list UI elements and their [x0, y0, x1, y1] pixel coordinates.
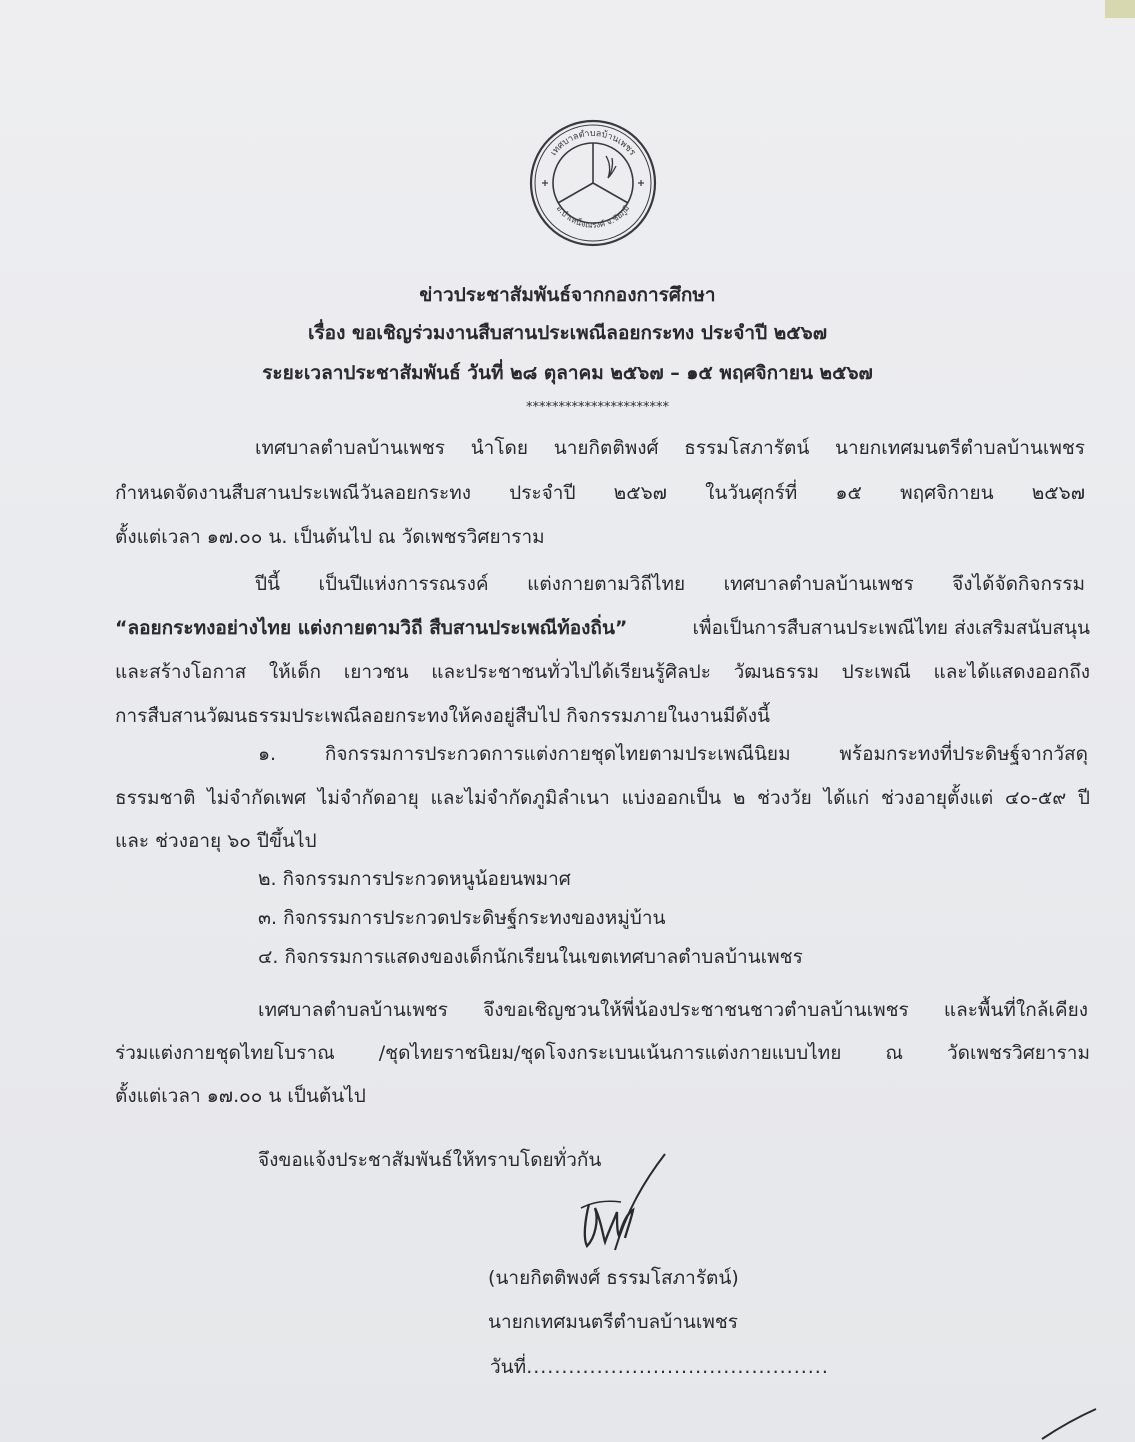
- campaign-title: “ลอยกระทงอย่างไทย แต่งกายตามวิถี สืบสานประเพณีท้องถิ่น”: [115, 617, 628, 639]
- municipality-seal: [528, 118, 658, 248]
- header-divider-stars: **********************: [526, 400, 669, 415]
- svg-text:อ.บำเหน็จณรงค์ จ.ชัยภูมิ: [555, 204, 632, 230]
- header-period: ระยะเวลาประชาสัมพันธ์ วันที่ ๒๘ ตุลาคม ๒๕๖๗ – ๑๕ พฤศจิกายน ๒๕๖๗: [262, 362, 873, 384]
- para2-line-1: ปีนี้ เป็นปีแห่งการรณรงค์ แต่งกายตามวิถีไทย เทศบาลตำบลบ้านเพชร จึงได้จัดกิจกรรม: [255, 573, 1085, 595]
- activity-1-line-3: และ ช่วงอายุ ๖๐ ปีขึ้นไป: [115, 830, 317, 852]
- para3-line-1: เทศบาลตำบลบ้านเพชร จึงขอเชิญชวนให้พี่น้องประชาชนชาวตำบลบ้านเพชร และพื้นที่ใกล้เคียง: [258, 999, 1088, 1021]
- activity-4: ๔. กิจกรรมการแสดงของเด็กนักเรียนในเขตเทศบาลตำบลบ้านเพชร: [258, 946, 803, 968]
- header-subject: เรื่อง ขอเชิญร่วมงานสืบสานประเพณีลอยกระทง ประจำปี ๒๕๖๗: [307, 322, 828, 344]
- signer-name: (นายกิตติพงศ์ ธรรมโสภารัตน์): [488, 1267, 739, 1289]
- para1-line-3: ตั้งแต่เวลา ๑๗.๐๐ น. เป็นต้นไป ณ วัดเพชรวิศยาราม: [115, 526, 545, 548]
- para1-line-1: เทศบาลตำบลบ้านเพชร นำโดย นายกิตติพงศ์ ธรรมโสภารัตน์ นายกเทศมนตรีตำบลบ้านเพชร: [255, 437, 1085, 459]
- closing-line: จึงขอแจ้งประชาสัมพันธ์ให้ทราบโดยทั่วกัน: [258, 1149, 602, 1171]
- para2-line-2: [115, 616, 1090, 640]
- date-line: [490, 1355, 829, 1379]
- activity-2: ๒. กิจกรรมการประกวดหนูน้อยนพมาศ: [258, 868, 571, 890]
- activity-1-line-2: ธรรมชาติ ไม่จำกัดเพศ ไม่จำกัดอายุ และไม่จำกัดภูมิลำเนา แบ่งออกเป็น ๒ ช่วงวัย ได้แก่ ช่วงอายุตั้งแต่ ๔๐-๕๙ ปี: [115, 787, 1090, 809]
- seal-text-bottom: อ.บำเหน็จณรงค์ จ.ชัยภูมิ: [554, 203, 632, 230]
- activity-1-line-1: ๑. กิจกรรมการประกวดการแต่งกายชุดไทยตามประเพณีนิยม พร้อมกระทงที่ประดิษฐ์จากวัสดุ: [258, 743, 1088, 765]
- activity-3: ๓. กิจกรรมการประกวดประดิษฐ์กระทงของหมู่บ้าน: [258, 907, 666, 929]
- date-label: วันที่: [490, 1356, 527, 1378]
- signer-position: นายกเทศมนตรีตำบลบ้านเพชร: [488, 1311, 738, 1333]
- pen-stroke-mark: [1040, 1405, 1100, 1442]
- para1-line-2: กำหนดจัดงานสืบสานประเพณีวันลอยกระทง ประจำปี ๒๕๖๗ ในวันศุกร์ที่ ๑๕ พฤศจิกายน ๒๕๖๗: [115, 482, 1085, 504]
- date-blank: ...........................................: [526, 1356, 829, 1378]
- para2-line-3: และสร้างโอกาส ให้เด็ก เยาวชน และประชาชนทั่วไปได้เรียนรู้ศิลปะ วัฒนธรรม ประเพณี และได้แสดงออกถึง: [115, 661, 1090, 683]
- para2-line-2-rest: เพื่อเป็นการสืบสานประเพณีไทย ส่งเสริมสนับสนุน: [692, 617, 1090, 639]
- para3-line-3: ตั้งแต่เวลา ๑๗.๐๐ น เป็นต้นไป: [115, 1085, 366, 1107]
- para2-line-4: การสืบสานวัฒนธรรมประเพณีลอยกระทงให้คงอยู่สืบไป กิจกรรมภายในงานมีดังนี้: [115, 705, 771, 727]
- seal-text-top: เทศบาลตำบลบ้านเพชร: [548, 128, 638, 158]
- header-line-1: ข่าวประชาสัมพันธ์จากกองการศึกษา: [419, 284, 716, 306]
- handwritten-signature: [575, 1150, 675, 1270]
- corner-tape: [1105, 0, 1135, 18]
- para3-line-2: ร่วมแต่งกายชุดไทยโบราณ /ชุดไทยราชนิยม/ชุดโจงกระเบนเน้นการแต่งกายแบบไทย ณ วัดเพชรวิศยาราม: [115, 1042, 1090, 1064]
